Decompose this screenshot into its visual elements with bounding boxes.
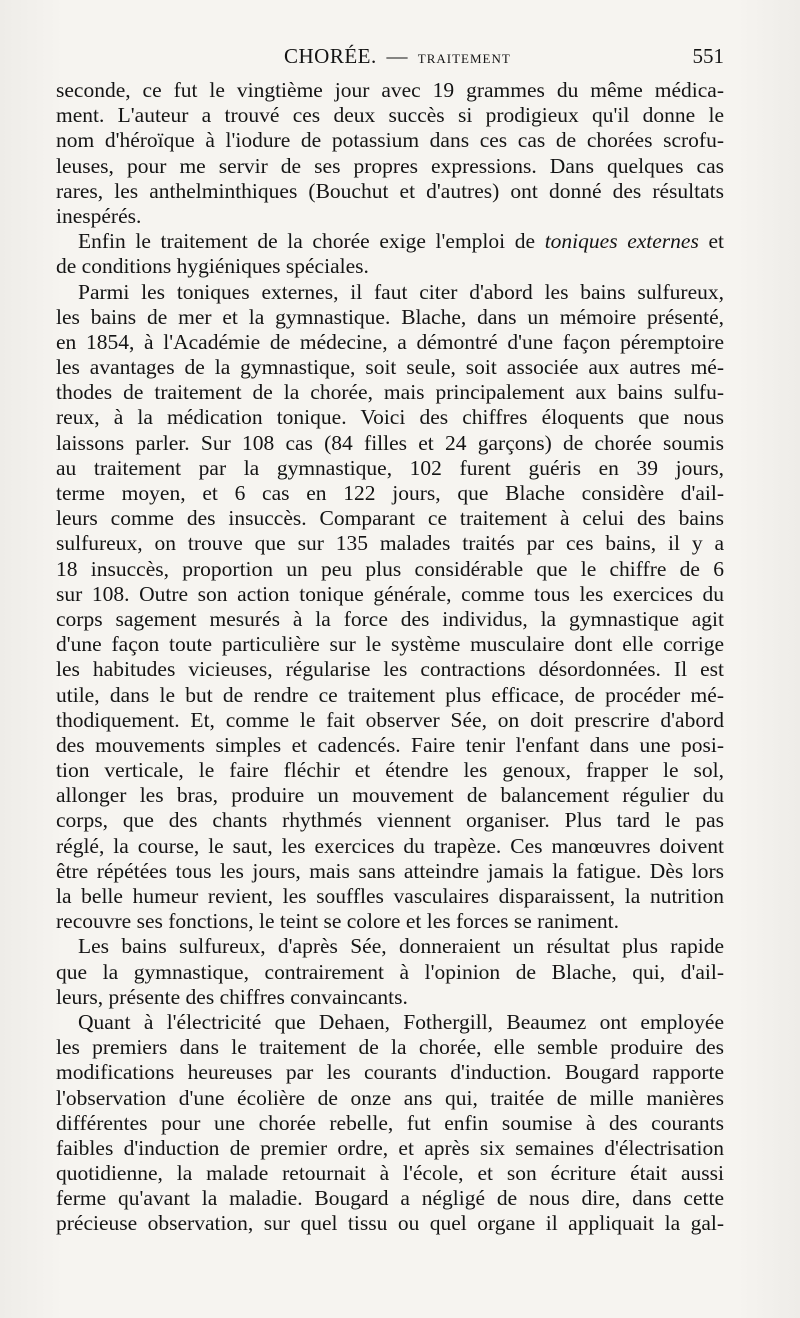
text-line: les bains de mer et la gymnastique. Blache, dans un mémoire présenté, (56, 304, 724, 329)
text-line: modifications heureuses par les courants d'induction. Bougard rapporte (56, 1060, 724, 1085)
text-line: thodes de traitement de la chorée, mais principalement aux bains sulfu- (56, 380, 724, 405)
text-line: des mouvements simples et cadencés. Faire tenir l'enfant dans une posi- (56, 732, 724, 757)
text-line: que la gymnastique, contrairement à l'opinion de Blache, qui, d'ail- (56, 959, 724, 984)
body-text (56, 78, 724, 1237)
text-line: leurs comme des insuccès. Comparant ce traitement à celui des bains (56, 506, 724, 531)
title-separator: — (386, 44, 408, 68)
text-line: les premiers dans le traitement de la chorée, elle semble produire des (56, 1035, 724, 1060)
text-line: sur 108. Outre son action tonique générale, comme tous les exercices du (56, 581, 724, 606)
text-line: différentes pour une chorée rebelle, fut enfin soumise à des courants (56, 1110, 724, 1135)
text-line: ferme qu'avant la maladie. Bougard a négligé de nous dire, dans cette (56, 1186, 724, 1211)
text-line: reux, à la médication tonique. Voici des chiffres éloquents que nous (56, 405, 724, 430)
text-line: quotidienne, la malade retournait à l'école, et son écriture était aussi (56, 1161, 724, 1186)
text-line: corps, que des chants rhythmés viennent organiser. Plus tard le pas (56, 808, 724, 833)
text-line: 18 insuccès, proportion un peu plus considérable que le chiffre de 6 (56, 556, 724, 581)
text-line: réglé, la course, le saut, les exercices du trapèze. Ces manœuvres doivent (56, 833, 724, 858)
running-head (56, 44, 724, 76)
text-segment: et (708, 229, 724, 254)
text-line: ment. L'auteur a trouvé ces deux succès si prodigieux qu'il donne le (56, 103, 724, 128)
chapter-title: CHORÉE. (284, 44, 377, 68)
section-title: TRAITEMENT (417, 51, 511, 66)
text-line-emphasis (56, 229, 724, 254)
running-title (284, 44, 511, 69)
text-line: leurs, présente des chiffres convaincants. (56, 984, 408, 1009)
text-line: de conditions hygiéniques spéciales. (56, 254, 369, 279)
text-line: Quant à l'électricité que Dehaen, Fothergill, Beaumez ont employée (78, 1009, 724, 1034)
text-line: tion verticale, le faire fléchir et étendre les genoux, frapper le sol, (56, 758, 724, 783)
text-line: inespérés. (56, 203, 142, 228)
text-line: sulfureux, on trouve que sur 135 malades traités par ces bains, il y a (56, 531, 724, 556)
text-line: la belle humeur revient, les souffles vasculaires disparaissent, la nutrition (56, 884, 724, 908)
text-line: les habitudes vicieuses, régularise les contractions désordonnées. Il est (56, 657, 724, 682)
text-line: en 1854, à l'Académie de médecine, a démontré d'une façon péremptoire (56, 329, 724, 354)
text-line: être répétées tous les jours, mais sans atteindre jamais la fatigue. Dès lors (56, 858, 724, 883)
text-line: recouvre ses fonctions, le teint se colore et les forces se raniment. (56, 909, 619, 934)
text-line: nom d'héroïque à l'iodure de potassium dans ces cas de chorées scrofu- (56, 128, 724, 153)
text-line: rares, les anthelminthiques (Bouchut et d'autres) ont donné des résultats (56, 178, 724, 203)
text-line: utile, dans le but de rendre ce traitement plus efficace, de procéder mé- (56, 682, 724, 707)
text-line: précieuse observation, sur quel tissu ou quel organe il appliquait la gal- (56, 1211, 724, 1236)
text-line: d'une façon toute particulière sur le système musculaire dont elle corrige (56, 632, 724, 657)
text-line: leuses, pour me servir de ses propres expressions. Dans quelques cas (56, 153, 724, 178)
text-line: terme moyen, et 6 cas en 122 jours, que Blache considère d'ail- (56, 481, 724, 505)
italic-phrase: toniques externes (544, 229, 699, 254)
text-line: seconde, ce fut le vingtième jour avec 19 grammes du même médica- (56, 78, 724, 102)
text-line: allonger les bras, produire un mouvement de balancement régulier du (56, 783, 724, 808)
text-line: faibles d'induction de premier ordre, et après six semaines d'électrisation (56, 1135, 724, 1160)
text-line: Les bains sulfureux, d'après Sée, donneraient un résultat plus rapide (78, 934, 724, 959)
text-line: Parmi les toniques externes, il faut citer d'abord les bains sulfureux, (78, 279, 724, 304)
page-number: 551 (692, 44, 724, 68)
text-line: les avantages de la gymnastique, soit seule, soit associée aux autres mé- (56, 355, 724, 380)
text-line: thodiquement. Et, comme le fait observer Sée, on doit prescrire d'abord (56, 707, 724, 732)
text-line: laissons parler. Sur 108 cas (84 filles et 24 garçons) de chorée soumis (56, 430, 724, 455)
text-line: l'observation d'une écolière de onze ans qui, traitée de mille manières (56, 1085, 724, 1110)
text-line: corps sagement mesurés à la force des individus, la gymnastique agit (56, 606, 724, 631)
text-segment: Enfin le traitement de la chorée exige l'emploi de (78, 229, 536, 254)
text-line: au traitement par la gymnastique, 102 furent guéris en 39 jours, (56, 455, 724, 480)
